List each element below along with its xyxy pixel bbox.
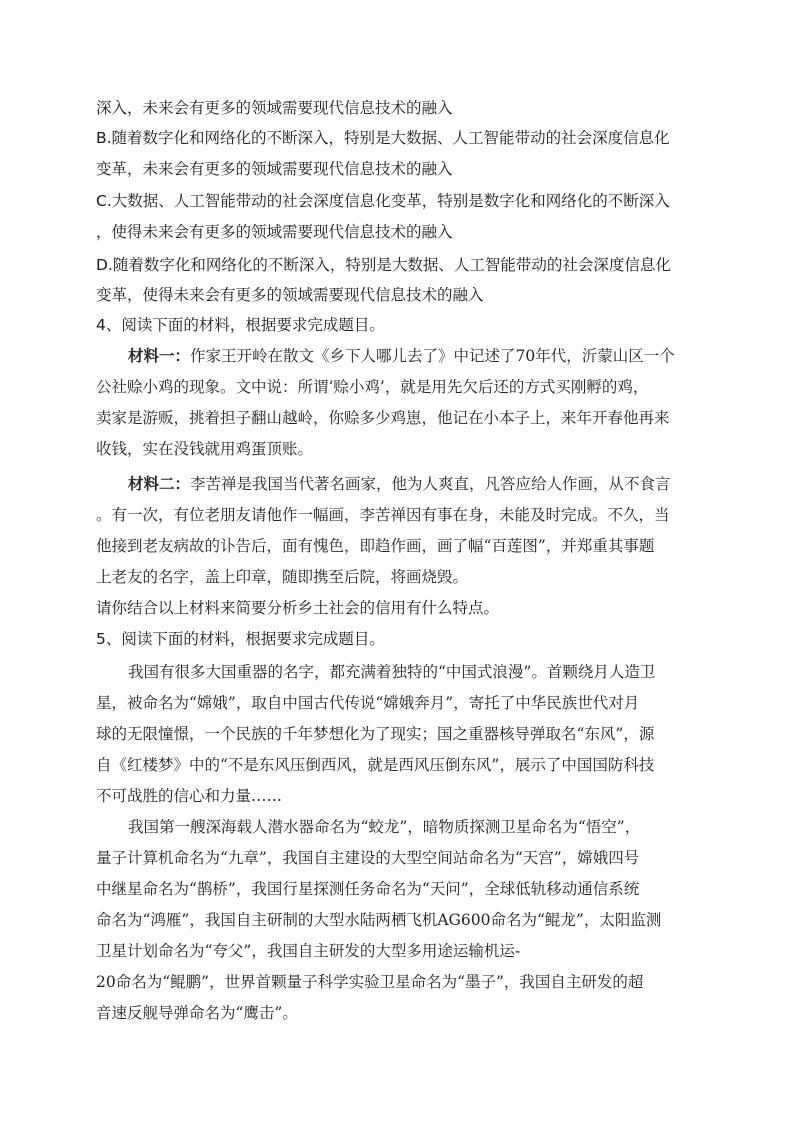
passage-2-line-7: 音速反舰导弹命名为“鹰击”。 bbox=[96, 1004, 298, 1022]
material-1-line-1 bbox=[128, 344, 675, 366]
material-1-line-4: 收钱，实在没钱就用鸡蛋顶账。 bbox=[96, 440, 314, 458]
option-c-line-2: ，使得未来会有更多的领域需要现代信息技术的融入 bbox=[96, 223, 453, 241]
material-2-line-3: 他接到老友病故的讣告后，面有愧色，即趋作画，画了幅“百莲图”，并郑重其事题 bbox=[96, 537, 655, 555]
option-d-line-2: 变革，使得未来会有更多的领域需要现代信息技术的融入 bbox=[96, 286, 484, 304]
option-b-line-2: 变革，未来会有更多的领域需要现代信息技术的融入 bbox=[96, 160, 453, 178]
option-b-line-1: B.随着数字化和网络化的不断深入，特别是大数据、人工智能带动的社会深度信息化 bbox=[96, 129, 670, 147]
option-d-line-1: D.随着数字化和网络化的不断深入，特别是大数据、人工智能带动的社会深度信息化 bbox=[96, 256, 671, 274]
material-1-text: 作家王开岭在散文《乡下人哪儿去了》中记述了70年代，沂蒙山区一个 bbox=[190, 347, 675, 365]
material-1-label: 材料一： bbox=[128, 346, 191, 365]
passage-2-line-4: 命名为“鸿雁”，我国自主研制的大型水陆两栖飞机AG600命名为“鲲龙”，太阳监测 bbox=[96, 911, 662, 929]
passage-1-line-5: 不可战胜的信心和力量…… bbox=[96, 787, 283, 805]
material-2-label: 材料二： bbox=[128, 474, 191, 493]
material-1-line-3: 卖家是游贩，挑着担子翻山越岭，你赊多少鸡崽，他记在小本子上，来年开春他再来 bbox=[96, 409, 670, 427]
question-4-prompt: 4、阅读下面的材料，根据要求完成题目。 bbox=[96, 316, 385, 334]
option-a-tail: 深入，未来会有更多的领域需要现代信息技术的融入 bbox=[96, 99, 453, 117]
passage-1-line-3: 球的无限憧憬，一个民族的千年梦想化为了现实；国之重器核导弹取名“东风”，源 bbox=[96, 725, 655, 743]
material-2-line-4: 上老友的名字，盖上印章，随即携至后院，将画烧毁。 bbox=[96, 568, 469, 586]
material-2-line-1 bbox=[128, 472, 671, 494]
option-c-line-1: C.大数据、人工智能带动的社会深度信息化变革，特别是数字化和网络化的不断深入 bbox=[96, 192, 670, 210]
material-1-line-2: 公社赊小鸡的现象。文中说：所谓‘赊小鸡’，就是用先欠后还的方式买刚孵的鸡， bbox=[96, 378, 649, 396]
material-2-line-2: 。有一次，有位老朋友请他作一幅画，李苦禅因有事在身，未能及时完成。不久，当 bbox=[96, 506, 670, 524]
passage-1-line-1: 我国有很多大国重器的名字，都充满着独特的“中国式浪漫”。首颗绕月人造卫 bbox=[128, 663, 656, 681]
passage-2-line-3: 中继星命名为“鹊桥”，我国行星探测任务命名为“天问”，全球低轨移动通信系统 bbox=[96, 880, 640, 898]
passage-2-line-2: 量子计算机命名为“九章”，我国自主建设的大型空间站命名为“天宫”，嫦娥四号 bbox=[96, 849, 640, 867]
passage-2-line-5: 卫星计划命名为“夸父”，我国自主研发的大型多用途运输机运- bbox=[96, 942, 521, 960]
passage-2-line-6: 20命名为“鲲鹏”，世界首颗量子科学实验卫星命名为“墨子”，我国自主研发的超 bbox=[96, 973, 644, 991]
material-2-text: 李苦禅是我国当代著名画家，他为人爽直，凡答应给人作画，从不食言 bbox=[190, 475, 671, 493]
question-4-task: 请你结合以上材料来简要分析乡土社会的信用有什么特点。 bbox=[96, 599, 500, 617]
question-5-prompt: 5、阅读下面的材料，根据要求完成题目。 bbox=[96, 630, 385, 648]
passage-1-line-4: 自《红楼梦》中的“不是东风压倒西风，就是西风压倒东风”，展示了中国国防科技 bbox=[96, 756, 655, 774]
passage-1-line-2: 星，被命名为“嫦娥”，取自中国古代传说“嫦娥奔月”，寄托了中华民族世代对月 bbox=[96, 694, 640, 712]
passage-2-line-1: 我国第一艘深海载人潜水器命名为“蛟龙”，暗物质探测卫星命名为“悟空”， bbox=[128, 818, 641, 836]
